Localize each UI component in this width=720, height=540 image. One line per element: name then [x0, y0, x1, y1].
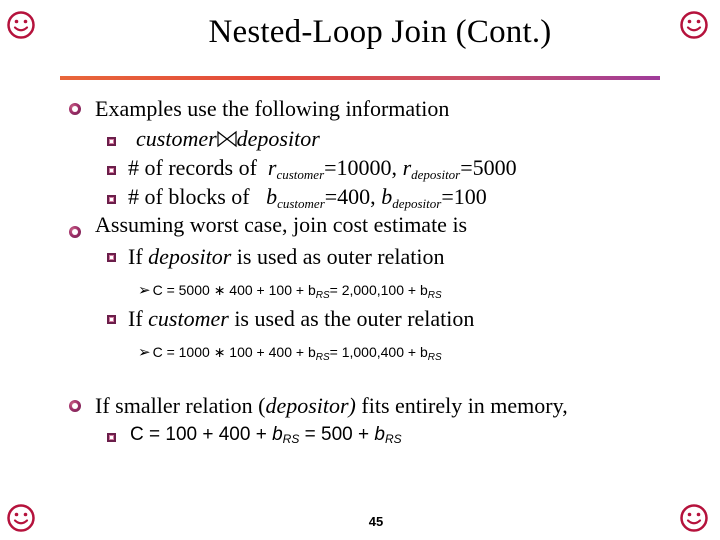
b3sub-b2sub: RS: [384, 432, 402, 446]
sub2-post: is used as the outer relation: [228, 306, 475, 331]
calc2-pre: C = 1000: [152, 344, 214, 360]
slide-title: Nested-Loop Join (Cont.): [208, 14, 552, 50]
blocks-prefix: # of blocks of: [128, 184, 250, 209]
b3sub-b: b: [272, 424, 283, 445]
b3-depositor: depositor): [265, 393, 356, 418]
b3sub-mid: = 500 +: [299, 424, 375, 445]
bullet-circle-1: [69, 103, 81, 115]
bullet-1-text: [95, 96, 449, 122]
bullet-1-sub-2: [128, 155, 517, 183]
bullet-circle-3: [69, 400, 81, 412]
sub2-pre: If: [128, 306, 149, 331]
calc1-mid: 400 + 100 +: [225, 282, 308, 298]
calc1-b2sub: RS: [427, 290, 442, 301]
calc1-b: b: [307, 282, 316, 298]
records-prefix: # of records of: [128, 155, 257, 180]
calc1-mid2: = 2,000,100 +: [329, 282, 420, 298]
calc1-b2: b: [419, 282, 428, 298]
bullet-2-sub-2: [128, 306, 474, 332]
sub-bullet-square-2: [107, 166, 116, 175]
records-r2-val: =5000: [460, 155, 517, 180]
b3sub-b2: b: [374, 424, 385, 445]
blocks-b1: b: [266, 184, 278, 209]
b3sub-bsub: RS: [282, 432, 300, 446]
sub-bullet-square-4: [107, 253, 116, 262]
b3-post: fits entirely in memory,: [355, 393, 568, 418]
page-number: 45: [368, 514, 384, 529]
sub-bullet-square-6: [107, 433, 116, 442]
bullet-2-label: Assuming worst case, join cost estimate is: [95, 212, 468, 237]
calc2-b: b: [307, 344, 316, 360]
title-divider: [60, 76, 660, 80]
records-r2-sub: depositor: [411, 167, 461, 182]
blocks-b1-sub: customer: [277, 196, 325, 211]
calc2-b2: b: [419, 344, 428, 360]
bullet-1-label: Examples use the following information: [95, 96, 450, 121]
arrow-bullet-icon: ➢: [138, 344, 151, 361]
records-r1-val: =10000,: [324, 155, 403, 180]
bullet-circle-2: [69, 226, 81, 238]
calc1-star: ∗: [213, 282, 226, 298]
relation-customer: customer: [136, 126, 217, 151]
calc2-star: ∗: [213, 344, 226, 360]
sub2-customer: customer: [148, 306, 229, 331]
bullet-2-calc-2: [138, 343, 442, 363]
sub-bullet-square-1: [107, 137, 116, 146]
calc2-bsub: RS: [315, 352, 330, 363]
calc2-mid: 100 + 400 +: [225, 344, 308, 360]
arrow-bullet-icon: ➢: [138, 282, 151, 299]
blocks-b1-val: =400,: [324, 184, 382, 209]
b3sub-pre: C = 100 + 400 +: [130, 424, 273, 445]
calc1-pre: C = 5000: [152, 282, 214, 298]
records-r1-sub: customer: [276, 167, 325, 182]
blocks-b2-val: =100: [441, 184, 487, 209]
calc2-mid2: = 1,000,400 +: [329, 344, 420, 360]
sub-bullet-square-5: [107, 315, 116, 324]
sub1-pre: If: [128, 244, 149, 269]
corner-smiley-icon-bottom-right: [679, 503, 709, 533]
blocks-b2: b: [381, 184, 393, 209]
records-r2: r: [402, 155, 412, 180]
calc1-bsub: RS: [315, 290, 330, 301]
bullet-3-text: [95, 393, 568, 419]
bullet-1-sub-1: [136, 126, 320, 152]
sub1-post: is used as outer relation: [231, 244, 445, 269]
calc2-b2sub: RS: [427, 352, 442, 363]
corner-smiley-icon-bottom-left: [6, 503, 36, 533]
relation-depositor: depositor: [236, 126, 320, 151]
b3-pre: If smaller relation (: [95, 393, 266, 418]
bullet-2-sub-1: [128, 244, 445, 270]
bullet-2-text: [95, 212, 467, 238]
sub-bullet-square-3: [107, 195, 116, 204]
bowtie-join-icon: [215, 130, 239, 148]
blocks-b2-sub: depositor: [392, 196, 442, 211]
records-r1: r: [267, 155, 277, 180]
sub1-depositor: depositor: [148, 244, 232, 269]
bullet-1-sub-3: [128, 184, 487, 212]
bullet-3-sub-1: [130, 424, 402, 446]
bullet-2-calc-1: [138, 281, 442, 301]
